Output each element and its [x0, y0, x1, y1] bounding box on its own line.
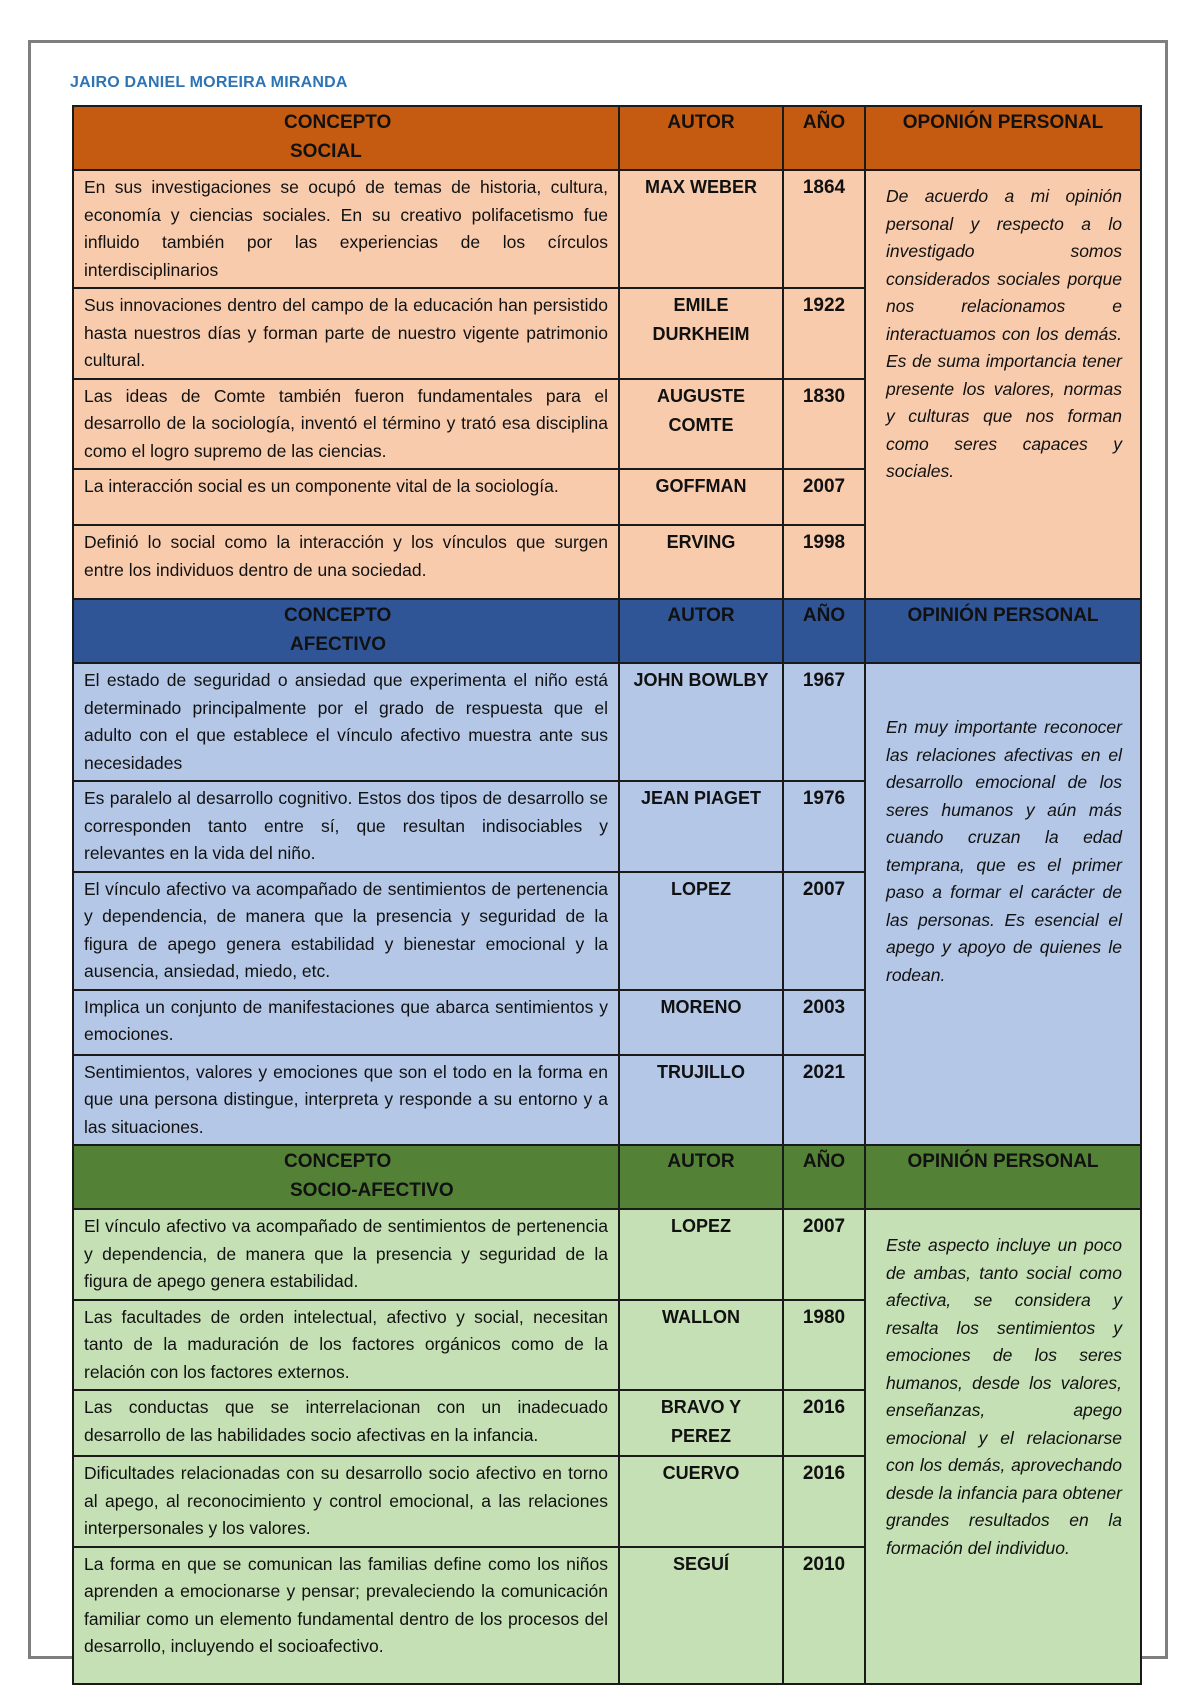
concept-header	[73, 599, 619, 663]
opinion-header: OPONIÓN PERSONAL	[865, 106, 1141, 170]
author-cell: LOPEZ	[619, 872, 783, 990]
concept-description: Sentimientos, valores y emociones que son el todo en la forma en que una persona distingue, interpreta y responde a su entorno y a las situaciones.	[73, 1055, 619, 1146]
author-cell: MORENO	[619, 990, 783, 1055]
author-cell: CUERVO	[619, 1456, 783, 1547]
concept-description: La forma en que se comunican las familias define como los niños aprenden a emocionarse y pensar; prevaleciendo la comunicación familiar como un elemento fundamental dentro de los procesos del desarrollo, incluyendo el socioafectivo.	[73, 1547, 619, 1684]
year-cell: 1922	[783, 288, 865, 379]
opinion-header: OPINIÓN PERSONAL	[865, 599, 1141, 663]
year-cell: 1830	[783, 379, 865, 470]
concept-description: Las conductas que se interrelacionan con un inadecuado desarrollo de las habilidades socio afectivas en la infancia.	[73, 1390, 619, 1456]
author-cell: GOFFMAN	[619, 469, 783, 525]
author-cell: SEGUÍ	[619, 1547, 783, 1684]
author-cell: JOHN BOWLBY	[619, 663, 783, 781]
personal-opinion: De acuerdo a mi opinión personal y respecto a lo investigado somos considerados sociales porque nos relacionamos e interactuamos con los demás. Es de suma importancia tener presente los valores, normas y culturas que nos forman como seres capaces y sociales.	[865, 170, 1141, 599]
concept-description: La interacción social es un componente vital de la sociología.	[73, 469, 619, 525]
year-cell: 2007	[783, 872, 865, 990]
concept-description: El vínculo afectivo va acompañado de sentimientos de pertenencia y dependencia, de manera que la presencia y seguridad de la figura de apego genera estabilidad y bienestar emocional y la ausencia, ansiedad, miedo, etc.	[73, 872, 619, 990]
concept-header-line2: SOCIO-AFECTIVO	[290, 1180, 454, 1201]
section-socio-afectivo	[73, 1145, 1141, 1684]
concept-header-line2: SOCIAL	[290, 141, 362, 162]
concept-header-line1: CONCEPTO	[284, 1151, 392, 1172]
table-row	[73, 170, 1141, 288]
section-header	[73, 106, 1141, 170]
concept-description: En sus investigaciones se ocupó de temas de historia, cultura, economía y ciencias sociales. En su creativo polifacetismo fue influido también por las experiencias de los círculos interdisciplinarios	[73, 170, 619, 288]
concept-header	[73, 106, 619, 170]
table-row	[73, 663, 1141, 781]
year-cell: 2003	[783, 990, 865, 1055]
year-cell: 2021	[783, 1055, 865, 1146]
opinion-header: OPINIÓN PERSONAL	[865, 1145, 1141, 1209]
author-cell: TRUJILLO	[619, 1055, 783, 1146]
concept-description: Dificultades relacionadas con su desarrollo socio afectivo en torno al apego, al reconocimiento y control emocional, a las relaciones interpersonales y los valores.	[73, 1456, 619, 1547]
personal-opinion: Este aspecto incluye un poco de ambas, tanto social como afectiva, se considera y resalta los sentimientos y emociones de los seres humanos, desde los valores, enseñanzas, apego emocional y el relacionarse con los demás, aprovechando desde la infancia para obtener grandes resultados en la formación del individuo.	[865, 1209, 1141, 1684]
concept-header-line1: CONCEPTO	[284, 112, 392, 133]
concept-header	[73, 1145, 619, 1209]
table-row	[73, 1209, 1141, 1300]
year-cell: 2007	[783, 469, 865, 525]
concept-description: Implica un conjunto de manifestaciones que abarca sentimientos y emociones.	[73, 990, 619, 1055]
concept-header-line1: CONCEPTO	[284, 605, 392, 626]
concept-description: El estado de seguridad o ansiedad que experimenta el niño está determinado principalmente por el grado de respuesta que el adulto con el que establece el vínculo afectivo muestra ante sus necesidades	[73, 663, 619, 781]
author-cell: BRAVO Y PEREZ	[619, 1390, 783, 1456]
author-cell: ERVING	[619, 525, 783, 599]
section-social	[73, 106, 1141, 599]
year-cell: 2016	[783, 1390, 865, 1456]
author-cell: AUGUSTE COMTE	[619, 379, 783, 470]
author-cell: WALLON	[619, 1300, 783, 1391]
anio-header: AÑO	[783, 106, 865, 170]
anio-header: AÑO	[783, 1145, 865, 1209]
author-cell: LOPEZ	[619, 1209, 783, 1300]
year-cell: 1967	[783, 663, 865, 781]
concept-header-line2: AFECTIVO	[290, 634, 387, 655]
year-cell: 1980	[783, 1300, 865, 1391]
student-name: JAIRO DANIEL MOREIRA MIRANDA	[70, 74, 348, 91]
concept-description: Las facultades de orden intelectual, afectivo y social, necesitan tanto de la maduración de los factores orgánicos como de la relación con los factores externos.	[73, 1300, 619, 1391]
anio-header: AÑO	[783, 599, 865, 663]
author-cell: MAX WEBER	[619, 170, 783, 288]
year-cell: 1976	[783, 781, 865, 872]
concept-description: El vínculo afectivo va acompañado de sentimientos de pertenencia y dependencia, de manera que la presencia y seguridad de la figura de apego genera estabilidad.	[73, 1209, 619, 1300]
concept-description: Definió lo social como la interacción y los vínculos que surgen entre los individuos dentro de una sociedad.	[73, 525, 619, 599]
year-cell: 1998	[783, 525, 865, 599]
year-cell: 1864	[783, 170, 865, 288]
autor-header: AUTOR	[619, 106, 783, 170]
author-cell: JEAN PIAGET	[619, 781, 783, 872]
author-cell: EMILE DURKHEIM	[619, 288, 783, 379]
concepts-table	[72, 105, 1142, 1685]
section-header	[73, 599, 1141, 663]
section-afectivo	[73, 599, 1141, 1145]
personal-opinion: En muy importante reconocer las relaciones afectivas en el desarrollo emocional de los seres humanos y aún más cuando cruzan la edad temprana, que es el primer paso a formar el carácter de las personas. Es esencial el apego y apoyo de quienes le rodean.	[865, 663, 1141, 1145]
year-cell: 2016	[783, 1456, 865, 1547]
section-header	[73, 1145, 1141, 1209]
concept-description: Es paralelo al desarrollo cognitivo. Estos dos tipos de desarrollo se corresponden tanto entre sí, que resultan indisociables y relevantes en la vida del niño.	[73, 781, 619, 872]
concept-description: Las ideas de Comte también fueron fundamentales para el desarrollo de la sociología, inventó el término y trató esa disciplina como el logro supremo de las ciencias.	[73, 379, 619, 470]
concept-description: Sus innovaciones dentro del campo de la educación han persistido hasta nuestros días y forman parte de nuestro vigente patrimonio cultural.	[73, 288, 619, 379]
year-cell: 2007	[783, 1209, 865, 1300]
autor-header: AUTOR	[619, 599, 783, 663]
autor-header: AUTOR	[619, 1145, 783, 1209]
year-cell: 2010	[783, 1547, 865, 1684]
